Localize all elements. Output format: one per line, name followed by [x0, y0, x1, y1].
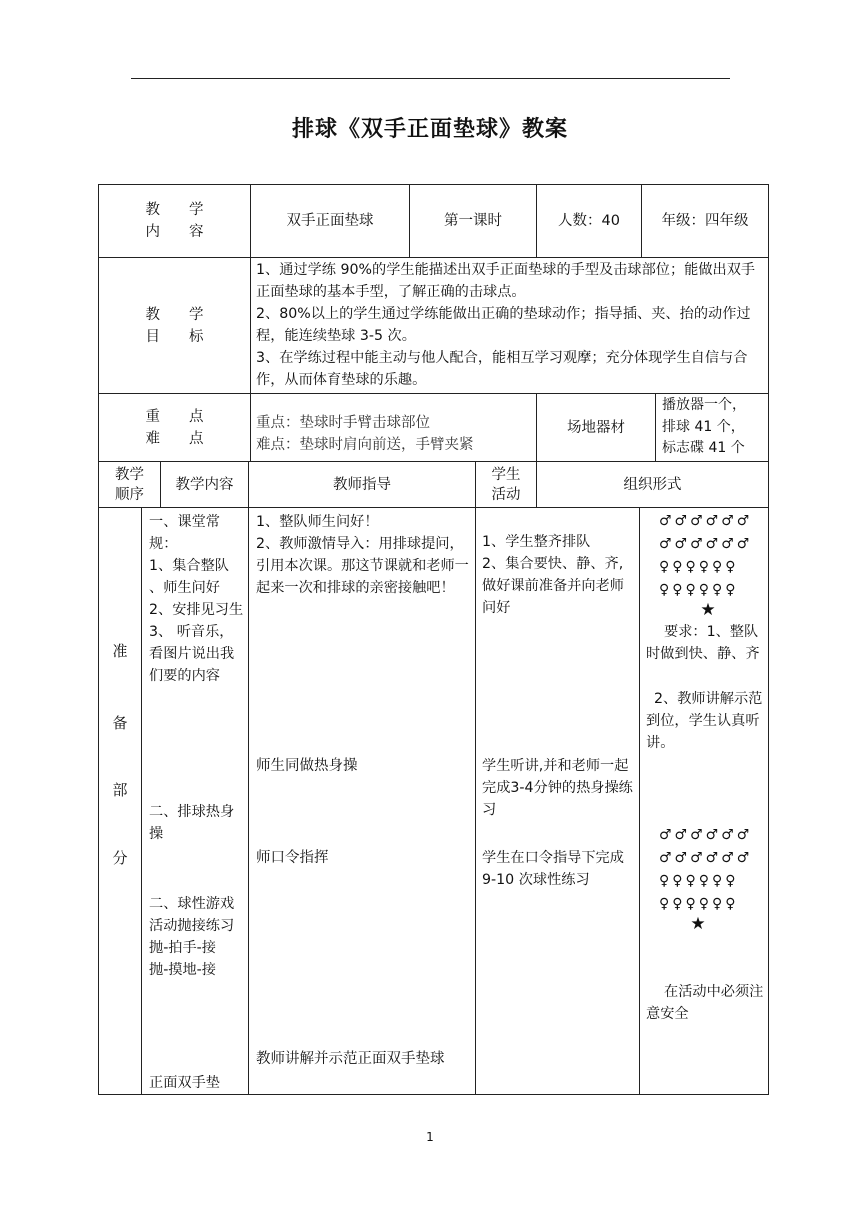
male-row-icon: ♂♂♂♂♂♂ [659, 513, 753, 529]
goal-1: 1、通过学练 90%的学生能描述出双手正面垫球的手型及击球部位；能做出双手正面垫球的基本手型，了解正确的击球点。 [256, 262, 756, 300]
female-row-icon: ♀♀♀♀♀♀ [659, 873, 739, 889]
equipment-list [662, 395, 768, 461]
label-teaching: 教 学 [145, 202, 204, 218]
equipment-item: 排球 41 个， [662, 418, 745, 435]
header-order-line: 顺序 [115, 486, 144, 503]
label-key: 重 点 [145, 408, 204, 425]
header-form: 组织形式 [623, 476, 682, 493]
row3-label [99, 394, 250, 461]
header-order [99, 462, 160, 507]
header-student [476, 462, 536, 507]
teacher-command: 师口令指挥 [256, 850, 329, 866]
section-name-4: 分 [112, 849, 128, 867]
female-row-icon: ♀♀♀♀♀♀ [659, 896, 739, 912]
header-student-line: 活动 [491, 486, 521, 503]
difficulty-point: 难点：垫球时肩向前送，手臂夹紧 [256, 437, 474, 453]
goal-3: 3、在学练过程中能主动与他人配合，能相互学习观摩；充分体现学生自信与合作，从而体育垫球的乐趣。 [256, 350, 748, 388]
lesson-number: 第一课时 [444, 213, 502, 229]
section-name-1: 准 [112, 642, 128, 660]
female-row-icon: ♀♀♀♀♀♀ [659, 559, 739, 575]
document-title: 排球《双手正面垫球》教案 [291, 117, 568, 142]
label-difficulty: 难 点 [145, 430, 204, 447]
row1-label [99, 185, 250, 257]
teaching-goals [256, 259, 766, 392]
teacher-intro: 1、整队师生问好！ 2、教师激情导入：用排球提问，引用本次课。那这节课就和老师一起来一次和排球的亲密接触吧！ [256, 514, 469, 596]
teacher-star-icon: ★ [690, 914, 706, 934]
org-demo-note: 2、教师讲解示范到位，学生认真听讲。 [646, 691, 763, 751]
key-point: 重点：垫球时手臂击球部位 [256, 415, 430, 431]
male-row-icon: ♂♂♂♂♂♂ [659, 850, 753, 866]
formation-diagram-1 [659, 510, 767, 602]
formation-diagram-2 [659, 824, 767, 916]
header-teacher: 教师指导 [333, 476, 391, 493]
label-goals: 目 标 [145, 328, 204, 345]
teacher-warmup: 师生同做热身操 [256, 758, 358, 774]
content-passing: 正面双手垫 [149, 1075, 220, 1091]
equipment-item: 播放器一个， [662, 397, 746, 413]
student-count: 人数：40 [558, 213, 620, 229]
student-lineup: 1、学生整齐排队 2、集合要快、静、齐,做好课前准备并向老师问好 [482, 534, 624, 616]
content-routine: 一、课堂常规： 1、集合整队 、师生问好 2、安排见习生 3、 听音乐，看图片说出我们要的内容 [149, 514, 244, 684]
key-difficulty [256, 412, 534, 458]
header-student-line: 学生 [491, 466, 521, 483]
male-row-icon: ♂♂♂♂♂♂ [659, 827, 753, 843]
student-warmup: 学生听讲,并和老师一起完成3-4分钟的热身操练习 [482, 758, 633, 818]
grade: 年级：四年级 [661, 213, 749, 229]
header-content: 教学内容 [175, 476, 234, 493]
label-teaching: 教 学 [145, 306, 204, 323]
goal-2: 2、80%以上的学生通过学练能做出正确的垫球动作；指导插、夹、抬的动作过程，能连续垫球 3-5 次。 [256, 306, 751, 344]
section-name-3: 部 [112, 781, 128, 799]
header-order-line: 教学 [115, 466, 144, 483]
label-content: 内 容 [145, 224, 204, 240]
lesson-content: 双手正面垫球 [286, 213, 374, 229]
org-safety-note: 在活动中必须注意安全 [646, 984, 764, 1022]
content-warmup: 二、排球热身操 [149, 804, 235, 842]
equipment-item: 标志碟 41 个 [662, 440, 745, 456]
page-number: 1 [426, 1130, 434, 1144]
section-name-2: 备 [112, 714, 128, 732]
teacher-demo: 教师讲解并示范正面双手垫球 [256, 1051, 445, 1067]
male-row-icon: ♂♂♂♂♂♂ [659, 536, 753, 552]
student-ball-practice: 学生在口令指导下完成 9-10 次球性练习 [482, 850, 624, 888]
org-requirement: 要求：1、整队时做到快、静、齐 [646, 624, 760, 662]
teacher-star-icon: ★ [700, 600, 716, 620]
header-rule [131, 78, 730, 79]
content-ball-game: 二、球性游戏活动抛接练习 抛-拍手-接 抛-摸地-接 [149, 896, 235, 978]
venue-label: 场地器材 [567, 419, 625, 436]
row2-label [99, 258, 250, 393]
female-row-icon: ♀♀♀♀♀♀ [659, 582, 739, 598]
